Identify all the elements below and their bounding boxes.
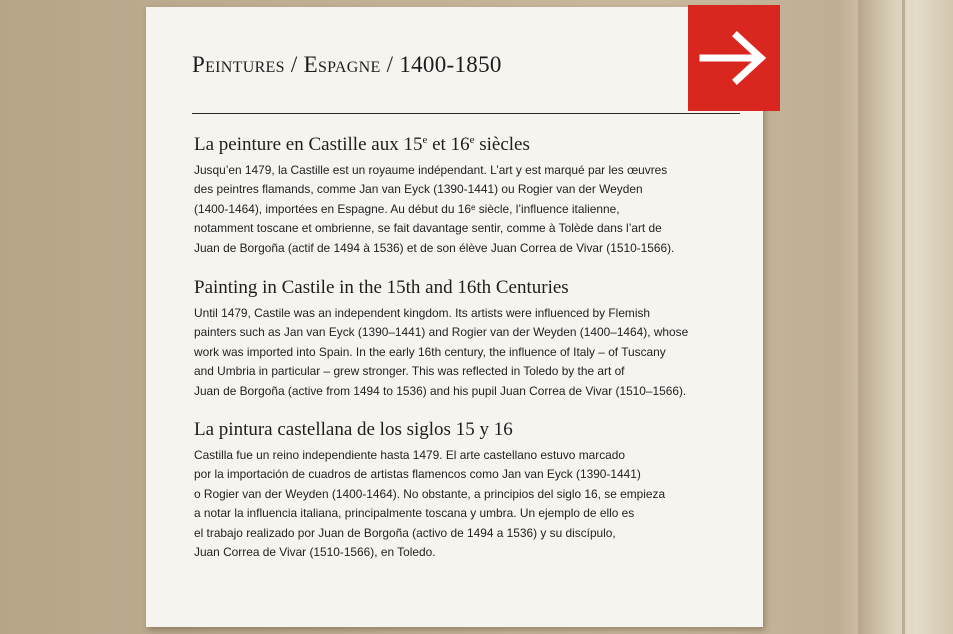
section-french xyxy=(194,134,754,258)
section-title-spanish: La pintura castellana de los siglos 15 y 16 xyxy=(194,419,513,440)
section-english xyxy=(194,277,754,401)
museum-label-panel xyxy=(146,7,763,627)
title-part: La peinture en Castille aux 15 xyxy=(194,134,423,155)
direction-arrow-badge xyxy=(688,5,780,111)
section-title-english: Painting in Castile in the 15th and 16th Centuries xyxy=(194,277,569,298)
title-part: siècles xyxy=(474,134,530,155)
title-superscript: e xyxy=(422,134,428,146)
title-part: et 16 xyxy=(427,134,470,155)
title-superscript: e xyxy=(469,134,475,146)
section-body-spanish: Castilla fue un reino independiente hasta 1479. El arte castellano estuvo marcado por la importación de cuadros de artistas flamencos como Jan van Eyck (1390-1441) o Rogier van der Weyden (1400-1464). No obstante, a principios del siglo 16, se empieza a notar la influencia italiana, principalmente toscana y umbra. Un ejemplo de ello es el trabajo realizado por Juan de Borgoña (activo de 1494 a 1536) y su discípulo, Juan Correa de Vivar (1510-1566), en Toledo. xyxy=(194,448,666,560)
section-body-french: Jusqu’en 1479, la Castille est un royaume indépendant. L’art y est marqué par les œuvres des peintres flamands, comme Jan van Eyck (1390-1441) ou Rogier van der Weyden (1400-1464), importées en Espagne. Au début du 16ᵉ siècle, l’influence italienne, notamment toscane et ombrienne, se fait davantage sentir, comme à Tolède dans l’art de Juan de Borgoña (actif de 1494 à 1536) et de son élève Juan Correa de Vivar (1510-1566). xyxy=(194,163,675,255)
header-divider xyxy=(192,113,740,114)
wall-seam xyxy=(902,0,905,634)
page-title: Peintures / Espagne / 1400-1850 xyxy=(192,52,502,77)
section-spanish xyxy=(194,419,754,562)
section-title-french xyxy=(194,134,754,156)
section-body-english: Until 1479, Castile was an independent kingdom. Its artists were influenced by Flemish painters such as Jan van Eyck (1390–1441) and Rogier van der Weyden (1400–1464), whose work was imported into Spain. In the early 16th century, the influence of Italy – of Tuscany and Umbria in particular – grew stronger. This was reflected in Toledo by the art of Juan de Borgoña (active from 1494 to 1536) and his pupil Juan Correa de Vivar (1510–1566). xyxy=(194,306,689,398)
right-arrow-icon xyxy=(699,30,769,86)
wall-corner xyxy=(858,0,953,634)
